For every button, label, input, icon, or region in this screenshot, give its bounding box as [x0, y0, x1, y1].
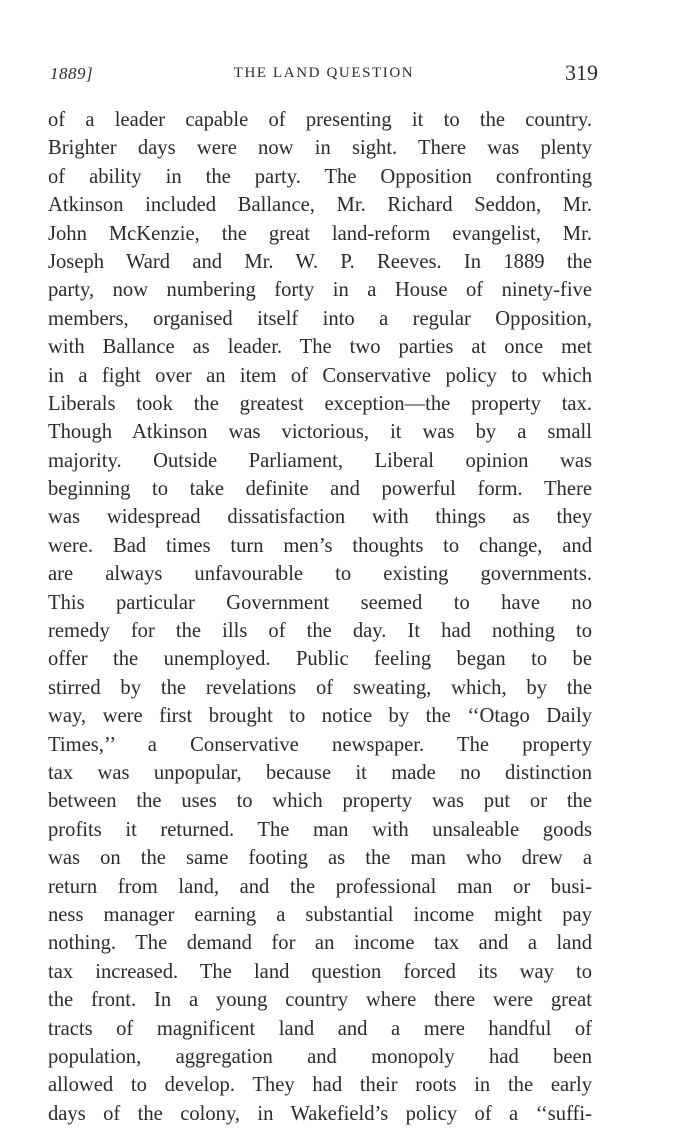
text-line: stirred by the revelations of sweating, which, by the	[48, 676, 592, 699]
text-line: nothing. The demand for an income tax and a land	[48, 932, 592, 955]
running-header	[50, 60, 598, 90]
text-line: way, were first brought to notice by the ‘‘Otago Daily	[48, 705, 592, 728]
text-line: between the uses to which property was put or the	[48, 790, 592, 813]
text-line: allowed to develop. They had their roots in the early	[48, 1074, 592, 1097]
body-text	[48, 106, 592, 1128]
text-line: days of the colony, in Wakefield’s policy of a ‘‘suffi-	[48, 1102, 592, 1125]
text-line: This particular Government seemed to have no	[48, 591, 592, 614]
text-line: return from land, and the professional man or busi-	[48, 875, 592, 898]
header-year: 1889]	[50, 64, 94, 83]
text-line: population, aggregation and monopoly had been	[48, 1045, 592, 1068]
text-line: profits it returned. The man with unsaleable goods	[48, 818, 592, 841]
text-line: Atkinson included Ballance, Mr. Richard Seddon, Mr.	[48, 194, 592, 217]
text-line: tax increased. The land question forced its way to	[48, 960, 592, 983]
page-number: 319	[565, 60, 598, 85]
text-line: Brighter days were now in sight. There was plenty	[48, 137, 592, 160]
text-line: with Ballance as leader. The two parties at once met	[48, 336, 592, 359]
text-line: Liberals took the greatest exception—the property tax.	[48, 392, 592, 415]
text-line: are always unfavourable to existing governments.	[48, 563, 592, 586]
text-line: were. Bad times turn men’s thoughts to change, and	[48, 534, 592, 557]
text-line: in a fight over an item of Conservative policy to which	[48, 364, 592, 387]
text-line: ness manager earning a substantial income might pay	[48, 903, 592, 926]
text-line: John McKenzie, the great land-reform evangelist, Mr.	[48, 222, 592, 245]
text-line: was widespread dissatisfaction with things as they	[48, 506, 592, 529]
text-line: Though Atkinson was victorious, it was by a small	[48, 421, 592, 444]
text-line: party, now numbering forty in a House of ninety-five	[48, 279, 592, 302]
text-line: of a leader capable of presenting it to the country.	[48, 109, 592, 131]
text-line: tax was unpopular, because it made no distinction	[48, 761, 592, 784]
text-line: Joseph Ward and Mr. W. P. Reeves. In 1889 the	[48, 250, 592, 273]
text-line: offer the unemployed. Public feeling began to be	[48, 648, 592, 671]
text-line: Times,’’ a Conservative newspaper. The property	[48, 733, 592, 756]
text-line: tracts of magnificent land and a mere handful of	[48, 1017, 592, 1040]
text-line: the front. In a young country where there were great	[48, 989, 592, 1012]
text-line: was on the same footing as the man who drew a	[48, 847, 592, 870]
running-title: THE LAND QUESTION	[233, 65, 415, 81]
text-line: beginning to take definite and powerful form. There	[48, 478, 592, 501]
text-line: members, organised itself into a regular Opposition,	[48, 307, 592, 330]
text-line: remedy for the ills of the day. It had nothing to	[48, 620, 592, 643]
text-line: majority. Outside Parliament, Liberal opinion was	[48, 449, 592, 472]
text-line: of ability in the party. The Opposition confronting	[48, 165, 592, 188]
